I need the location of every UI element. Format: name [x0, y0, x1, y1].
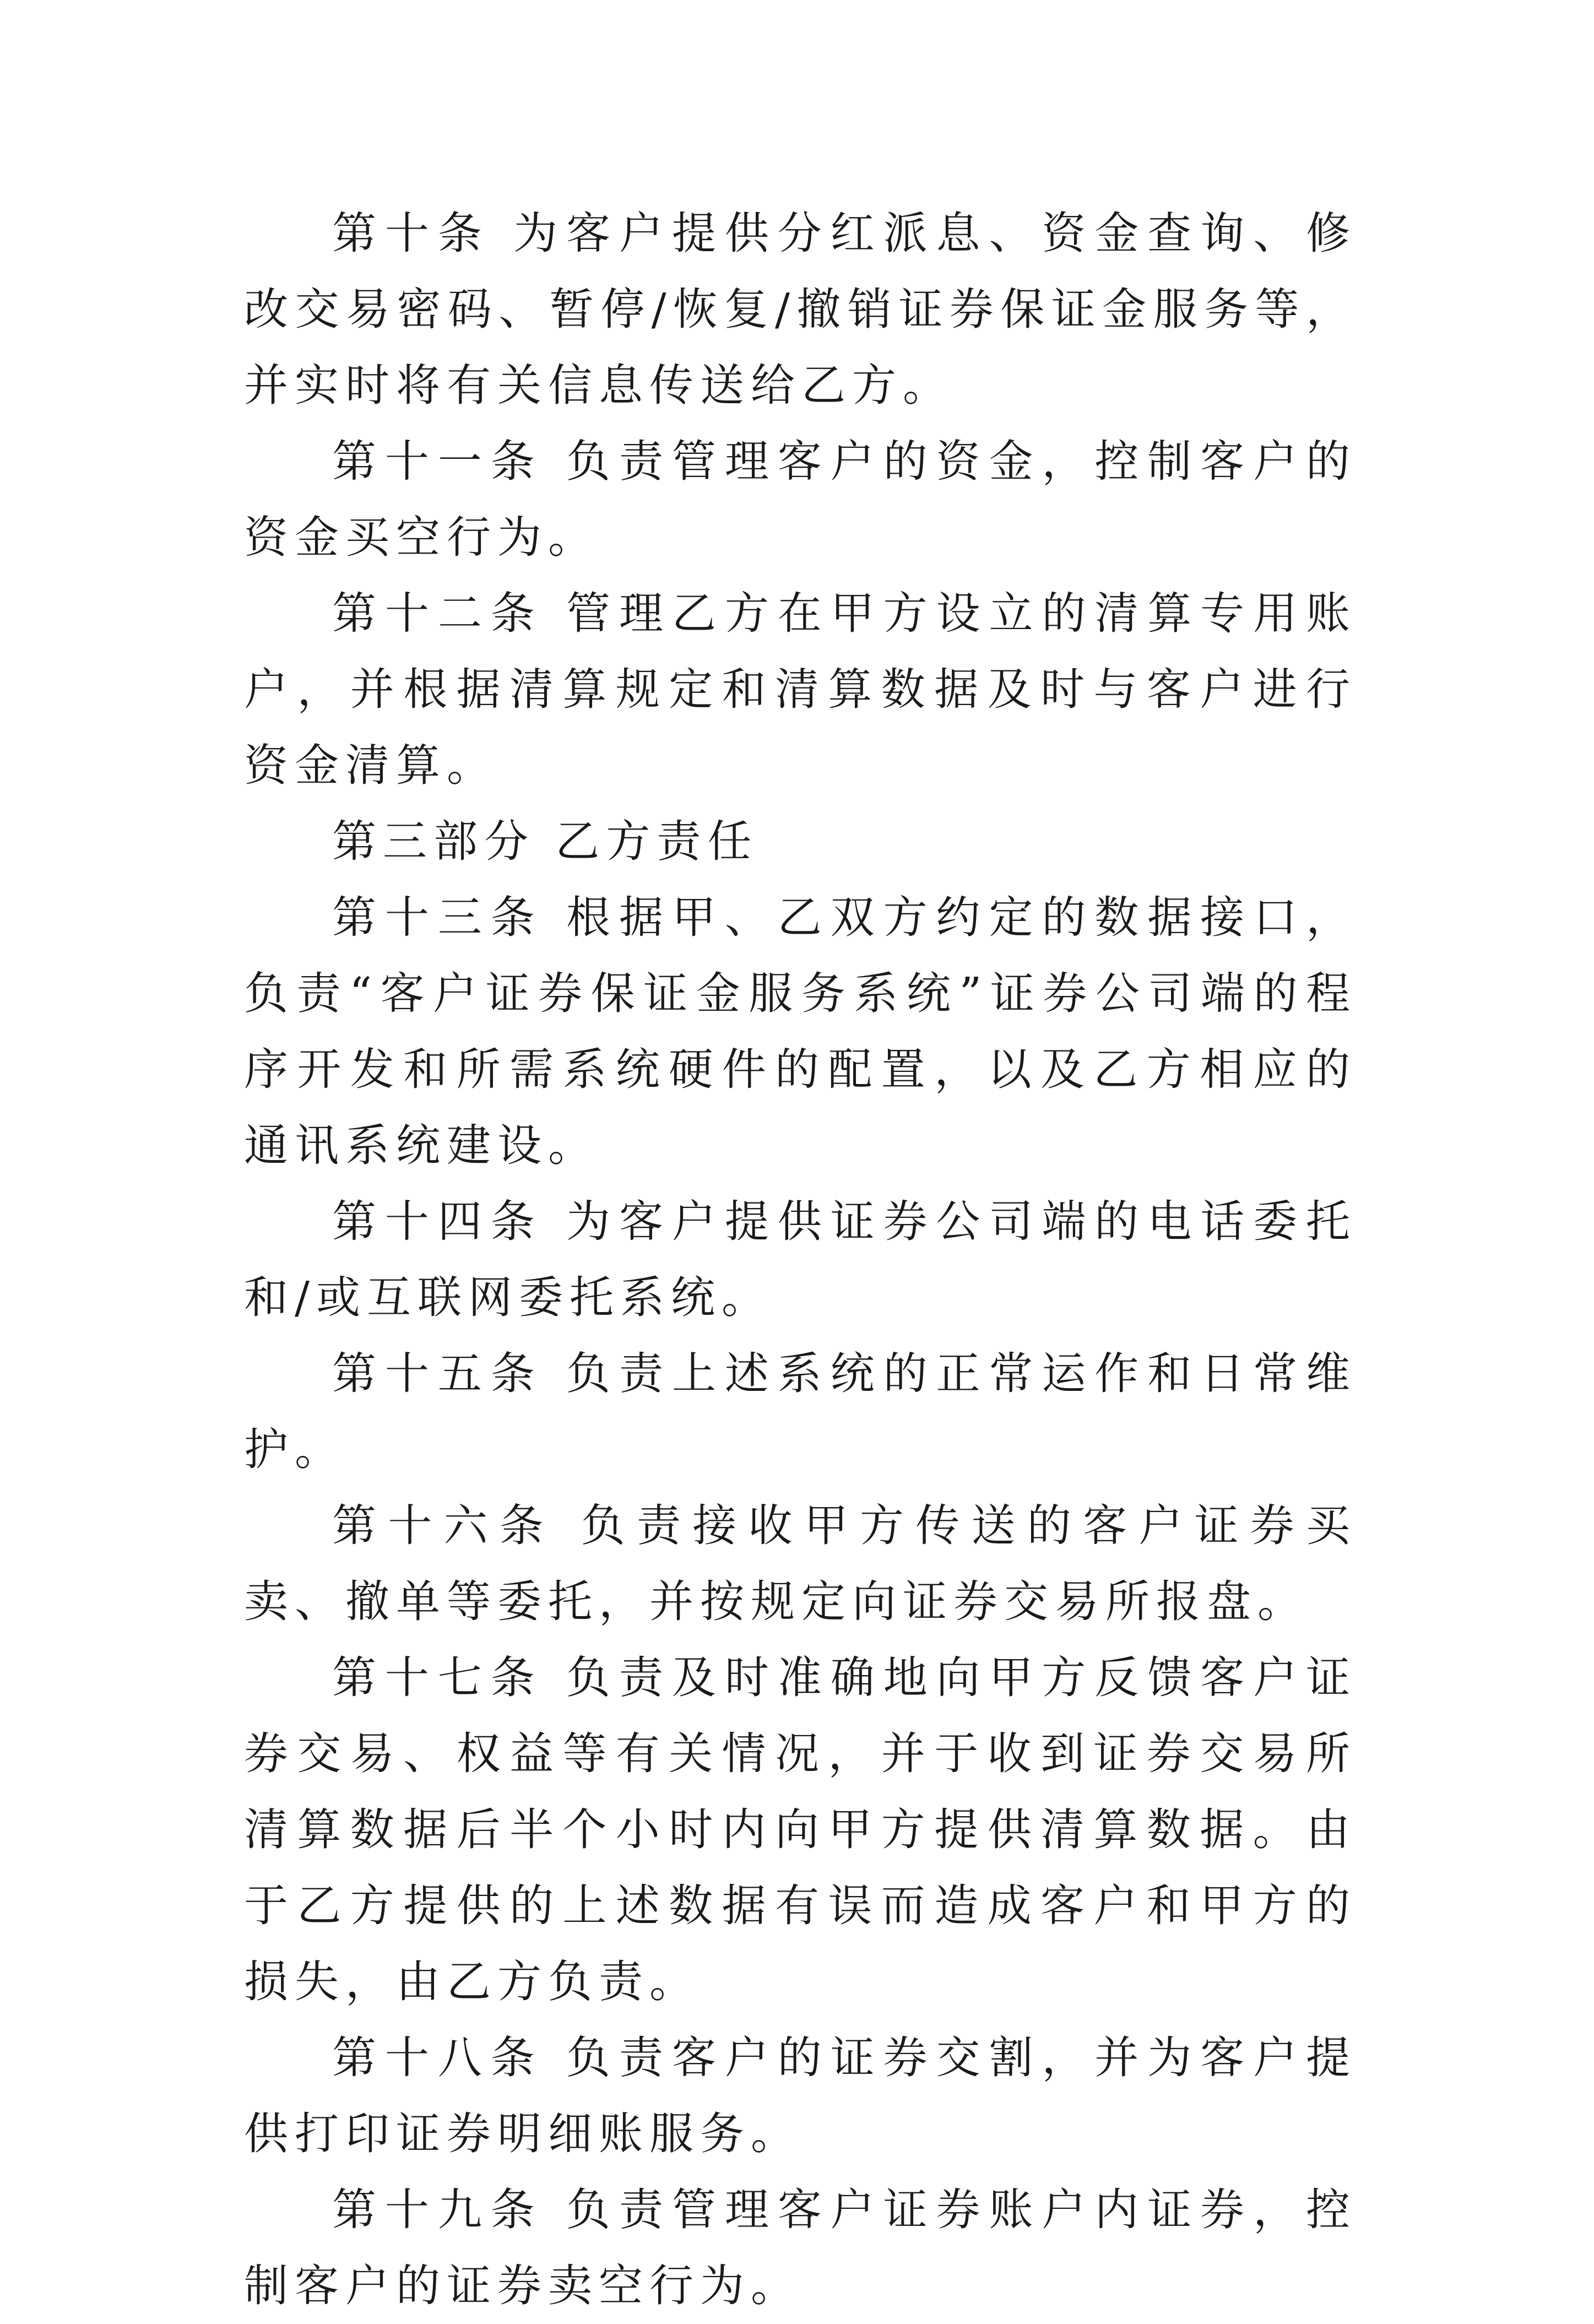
article-18: 第十八条 负责客户的证券交割，并为客户提供打印证券明细账服务。	[244, 2032, 1357, 2159]
article-13: 第十三条 根据甲、乙双方约定的数据接口，负责“客户证券保证金服务系统”证券公司端的程序开发和所需系统硬件的配置，以及乙方相应的通讯系统建设。	[244, 892, 1357, 1171]
article-16: 第十六条 负责接收甲方传送的客户证券买卖、撤单等委托，并按规定向证券交易所报盘。	[244, 1500, 1357, 1627]
article-19: 第十九条 负责管理客户证券账户内证券，控制客户的证券卖空行为。	[244, 2184, 1357, 2311]
article-11: 第十一条 负责管理客户的资金，控制客户的资金买空行为。	[244, 436, 1357, 563]
document-body	[244, 196, 1357, 2324]
article-12: 第十二条 管理乙方在甲方设立的清算专用账户，并根据清算规定和清算数据及时与客户进行资金清算。	[244, 588, 1357, 791]
section-heading-part-3: 第三部分 乙方责任	[332, 816, 758, 867]
article-10: 第十条 为客户提供分红派息、资金查询、修改交易密码、暂停/恢复/撤销证券保证金服务等，并实时将有关信息传送给乙方。	[244, 208, 1357, 411]
article-14: 第十四条 为客户提供证券公司端的电话委托和/或互联网委托系统。	[244, 1196, 1357, 1323]
article-17: 第十七条 负责及时准确地向甲方反馈客户证券交易、权益等有关情况，并于收到证券交易所清算数据后半个小时内向甲方提供清算数据。由于乙方提供的上述数据有误而造成客户和甲方的损失，由乙方负责。	[244, 1652, 1357, 2007]
article-15: 第十五条 负责上述系统的正常运作和日常维护。	[244, 1348, 1357, 1475]
